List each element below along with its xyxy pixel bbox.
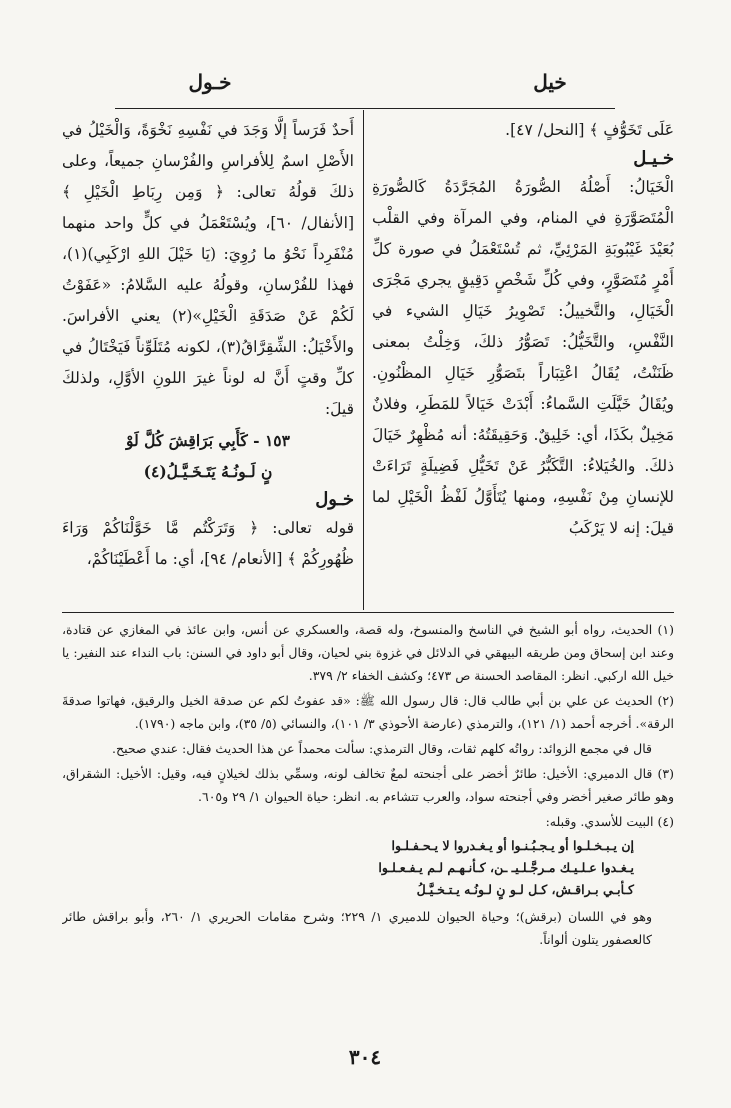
poem-line-2: يـغـدوا عـلـيـك مـرجَّـلـيـ ـن، كـأنـهـم لـم يـفـعـلـوا (378, 860, 634, 875)
entry-text-khayl-continued: أَحدٌ فَرَساً إلَّا وَجَدَ في نَفْسِهِ نَخْوَةً، وَالْخَيْلُ في الأَصْلِ اسمٌ لِلأفراسِ والفُرْسانِ جميعاً، وعلى ذلكَ قولُهُ تعالى: ﴿ وَمِن رِبَاطِ الْخَيْلِ ﴾ [الأنفال/ ٦٠]، ويُسْتَعْمَلُ في كلٍّ واحد منهما مُنْفَرِداً نَحْوُ ما رُوِيَ: (يَا خَيْلَ اللهِ ارْكَبِي)(١)، فهذا للفُرْسانِ، وقولُهُ عليه السَّلامُ: «عَفَوْتُ لَكُمْ عَنْ صَدَقَةِ الْخَيْلِ»(٢) يعني الأفراسَ. والأَخْيَلُ: الشِّقِرَّاقُ(٣)، لكونه مُتَلَوِّناً فَيَخْتَالُ في كلِّ وقتٍ أَنَّ له لوناً غيرَ اللونِ الأوَّلِ، ولذلكَ قيلَ: (62, 121, 354, 418)
running-header-right: خيل (533, 70, 567, 94)
entry-text-khawl: قوله تعالى: ﴿ وَتَرَكْتُم مَّا خَوَّلْنَاكُمْ وَرَاءَ ظُهُورِكُمْ ﴾ [الأنعام/ ٩٤]، أي: ما أَعْطَيْنَاكُمْ، (62, 519, 354, 568)
footnote-poem (62, 835, 674, 901)
footnote-rule (62, 612, 674, 613)
right-intro-line: عَلَى تَخَوُّفٍ ﴾ [النحل/ ٤٧]. (505, 121, 674, 139)
right-column (372, 115, 674, 613)
footnote-2-comment: قال في مجمع الزوائد: رواتُه كلهم ثقات، وقال الترمذي: سألت محمداً عن هذا الحديث فقال: عندي صحيح. (112, 741, 652, 756)
entry-heading-khayl: خـيـل (633, 148, 674, 169)
footnote-4: (٤) البيت للأسدي. وقبله: (545, 814, 674, 829)
footnote-2: (٢) الحديث عن علي بن أبي طالب قال: قال رسول الله ﷺ: «قد عفوتُ لكم عن صدقة الخيل والرقيق، فهاتوا صدقةَ الرقة». أخرجه أحمد (١/ ١٢١)، والترمذي (عارضة الأحوذي ٣/ ١٠١)، والنسائي (٥/ ٣٥)، وابن ماجه (١٧٩٠). (62, 693, 674, 731)
poem-line-3: كـأبـي بـراقـش، كـل لـو نٍ لـونُـه يـتـخـيَّـلُ (416, 882, 634, 897)
entry-heading-khawl: خـول (315, 489, 354, 510)
running-header-left: خـول (188, 70, 232, 94)
left-column (62, 115, 354, 613)
verse-line-1: ١٥٣ - كَأَبِي بَرَاقِشَ كُلَّ لَوْ (126, 431, 290, 450)
footnote-1: (١) الحديث، رواه أبو الشيخ في الناسخ والمنسوخ، وله قصة، والعسكري عن أنس، وابن عائذ في المغازي عن قتادة، وعند ابن إسحاق ومن طريقه البيهقي في الدلائل في غزوة بني لحيان، وقال أبو داود في السنن: باب النداء عند النفير: يا خيل الله اركبي. انظر: المقاصد الحسنة ص ٤٧٣؛ وكشف الخفاء ٢/ ٣٧٩. (62, 622, 674, 683)
poem-line-1: إن يـبـخـلـوا أو يـجـبُـنـوا أو يـغـدروا لا يـحـفـلـوا (391, 838, 634, 853)
footnote-3: (٣) قال الدميري: الأخيل: طائرٌ أخضر على أجنحته لمعٌ تخالف لونه، وسمِّي بذلك لخيلانٍ فيه، وقيل: الأخيل: الشقراق، وهو طائر صغير أخضر وفي أجنحته سواد، والعرب تتشاءم به. انظر: حياة الحيوان ١/ ٢٩ و٦٠٥. (62, 766, 674, 804)
footnotes (62, 618, 674, 1038)
page-number: ٣٠٤ (348, 1045, 382, 1069)
footnote-4-sources: وهو في اللسان (برقش)؛ وحياة الحيوان للدميري ١/ ٢٢٩؛ وشرح مقامات الحريري ١/ ٢٦٠، وأبو براقش طائر كالعصفور يتلون ألواناً. (62, 909, 653, 947)
column-divider (363, 110, 364, 610)
entry-text-khayl: الْخَيَالُ: أَصْلُهُ الصُّورَةُ المُجَرَّدَةُ كَالصُّورَةِ الْمُتَصَوَّرَةِ في المنام، وفي المرآة وفي القلْب بُعَيْدَ غَيْبُوبَةِ المَرْئِيِّ، ثم تُسْتَعْمَلُ في صورة كلِّ أَمْرٍ مُتَصَوَّرٍ، وفي كُلِّ شَخْصٍ دَقِيقٍ يجري مَجْرَى الْخَيَالِ، والتَّخييلُ: تَصْوِيرُ خَيَالِ الشيء في النَّفْسِ، والتَّخَيُّلُ: تَصَوُّرُ ذلكَ، وَخِلْتُ بمعنى ظَنَنْتُ، يُقَالُ اعْتِبَاراً بتَصَوُّرِ خَيَالِ المظْنُونِ. ويُقَالُ خَيَّلَتِ السَّماءُ: أَبْدَتْ خَيَالاً للمَطَرِ، وفلانٌ مَخِيلٌ بكَذَا، أي: خَلِيقٌ. وَحَقِيقَتُهُ: أنه مُظْهِرٌ خَيَالَ ذلكَ. والخُيَلاءُ: التَّكَبُّرُ عَنْ تَخَيُّلِ فَضِيلَةٍ تَرَاءَتْ للإنسانِ مِنْ نَفْسِهِ، ومنها يُتَأَوَّلُ لَفْظُ الْخَيْلِ لما قيلَ: إنه لا يَرْكَبُ (372, 178, 674, 537)
verse-line-2: نٍ لَـونُـهُ يَتَـخَـيَّـلُ(٤) (143, 462, 273, 481)
header-rule (115, 108, 615, 109)
